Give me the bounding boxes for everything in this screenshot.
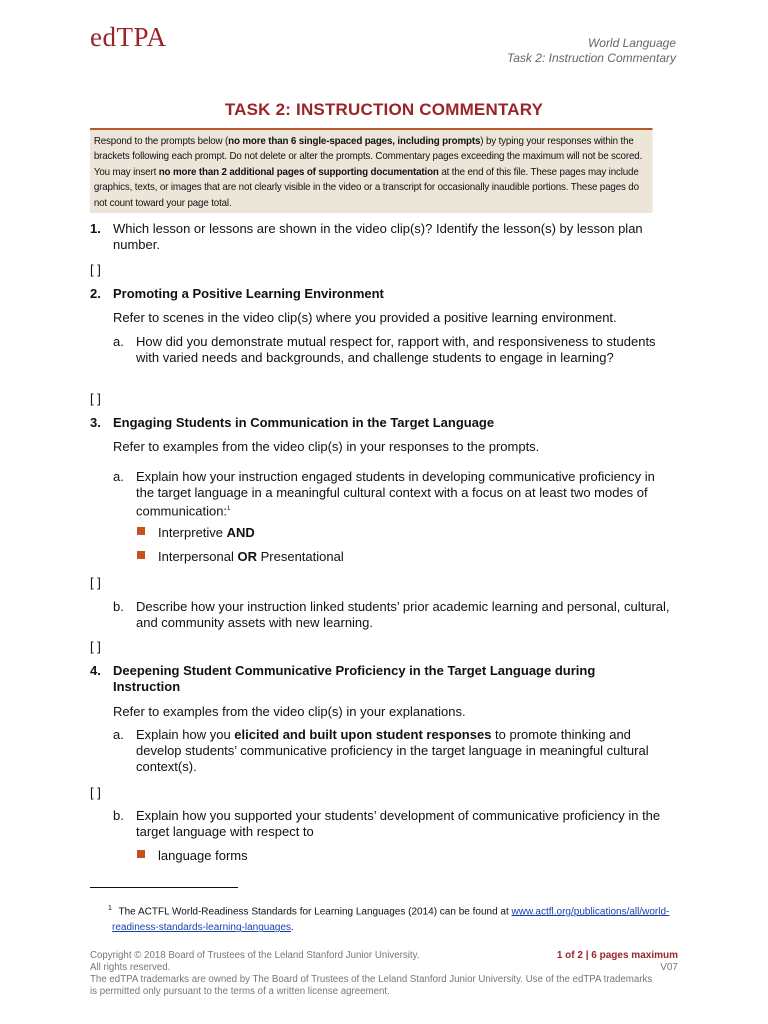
prompt-4a-letter: a. [113,727,124,742]
intro-text-3: at the end of this file. These pages may include graphics, texts, or images that are not clearly visible in the video or a transcript for occasionally inaudible portions. These pages do not count toward your page total. [93,166,639,209]
footnote-separator [90,887,238,888]
bullet-interpersonal [158,549,344,564]
header-doc-title: Task 2: Instruction Commentary [507,51,676,65]
prompt-3-lead: Refer to examples from the video clip(s) in your responses to the prompts. [113,439,540,454]
bullet-interpretive-text: Interpretive [158,525,227,540]
square-bullet-icon [137,850,145,858]
prompt-3b-letter: b. [113,599,124,614]
footer-copyright: Copyright © 2018 Board of Trustees of the Leland Stanford Junior University. [90,950,420,961]
prompt-4-heading: Deepening Student Communicative Proficiency in the Target Language during Instruction [113,663,596,694]
prompt-4-number: 4. [90,663,101,678]
footnote-text: The ACTFL World-Readiness Standards for Learning Languages (2014) can be found at [115,906,512,918]
response-bracket-4a[interactable]: [ ] [90,785,101,800]
prompt-2a-text: How did you demonstrate mutual respect for, rapport with, and responsiveness to students with varied needs and backgrounds, and challenge students to engage in learning? [136,334,656,365]
response-bracket-2a[interactable]: [ ] [90,391,101,406]
prompt-4a-text [136,727,676,775]
intro-text-1: Respond to the prompts below ( [93,136,229,147]
square-bullet-icon [137,527,145,535]
footer-rights: All rights reserved. [90,962,171,973]
prompt-4-lead: Refer to examples from the video clip(s) in your explanations. [113,704,466,719]
prompt-4b-letter: b. [113,808,124,823]
prompt-2a-letter: a. [113,334,124,349]
header-subject: World Language [587,36,676,50]
square-bullet-icon [137,551,145,559]
version-label: V07 [660,962,678,973]
prompt-1-text: Which lesson or lessons are shown in the video clip(s)? Identify the lesson(s) by lesson plan number. [113,221,643,252]
intro-bold-2: no more than 2 additional pages of supporting documentation [158,166,439,178]
footer-page-info [557,950,678,974]
bullet-language-forms: language forms [158,848,248,863]
prompt-3-number: 3. [90,415,101,430]
prompt-3a-text [136,469,676,519]
prompt-2-heading: Promoting a Positive Learning Environment [113,286,384,301]
footnote-number: 1 [108,905,112,912]
prompt-3b-text: Describe how your instruction linked students’ prior academic learning and personal, cultural, and community assets with new learning. [136,599,670,630]
prompt-2-lead: Refer to scenes in the video clip(s) where you provided a positive learning environment. [113,310,617,325]
prompt-4a-pre: Explain how you [136,727,235,742]
footnote-end: . [291,922,294,934]
prompt-1-number: 1. [90,221,101,236]
actfl-standards-link[interactable]: www.actfl.org/publications/all/world-readiness-standards-learning-languages [112,906,670,934]
footnote-1 [108,901,682,936]
footnote-ref-1[interactable]: 1 [227,506,231,512]
prompt-3a-body: Explain how your instruction engaged students in developing communicative proficiency in the target language in a meaningful cultural context with a focus on at least two modes of communication: [136,469,655,519]
response-bracket-1[interactable]: [ ] [90,262,101,277]
prompt-4a-post: to promote thinking and develop students’ communicative proficiency in the target language in meaningful cultural context(s). [136,727,649,774]
prompt-3-heading: Engaging Students in Communication in the Target Language [113,415,495,430]
footer-trademark: The edTPA trademarks are owned by The Board of Trustees of the Leland Stanford Junior University. Use of the edTPA trademarks is permitted only pursuant to the terms of a written license agreement. [90,974,653,997]
response-bracket-3b[interactable]: [ ] [90,639,101,654]
prompt-4b-text: Explain how you supported your students’ development of communicative proficiency in the target language with respect to [136,808,661,839]
intro-instructions [90,128,653,213]
bullet-and-bold: AND [226,525,255,540]
prompt-2-number: 2. [90,286,101,301]
header-info [507,36,676,66]
intro-bold-1: no more than 6 single-spaced pages, including prompts [228,136,481,147]
prompt-3a-letter: a. [113,469,124,484]
edtpa-logo: edTPA [90,22,167,52]
intro-text-2: ) by typing your responses within the brackets following each prompt. Do not delete or alter the prompts. Commentary pages exceeding the maximum will not be scored. You may insert [93,136,643,178]
bullet-presentational-text: Presentational [257,549,344,564]
bullet-or-bold: OR [237,549,257,564]
page-title: TASK 2: INSTRUCTION COMMENTARY [224,100,544,119]
bullet-interpretive [158,525,255,540]
bullet-interpersonal-text: Interpersonal [158,549,238,564]
prompt-4a-bold: elicited and built upon student responses [234,727,492,742]
page-count: 1 of 2 | 6 pages maximum [556,950,678,961]
response-bracket-3a[interactable]: [ ] [90,575,101,590]
